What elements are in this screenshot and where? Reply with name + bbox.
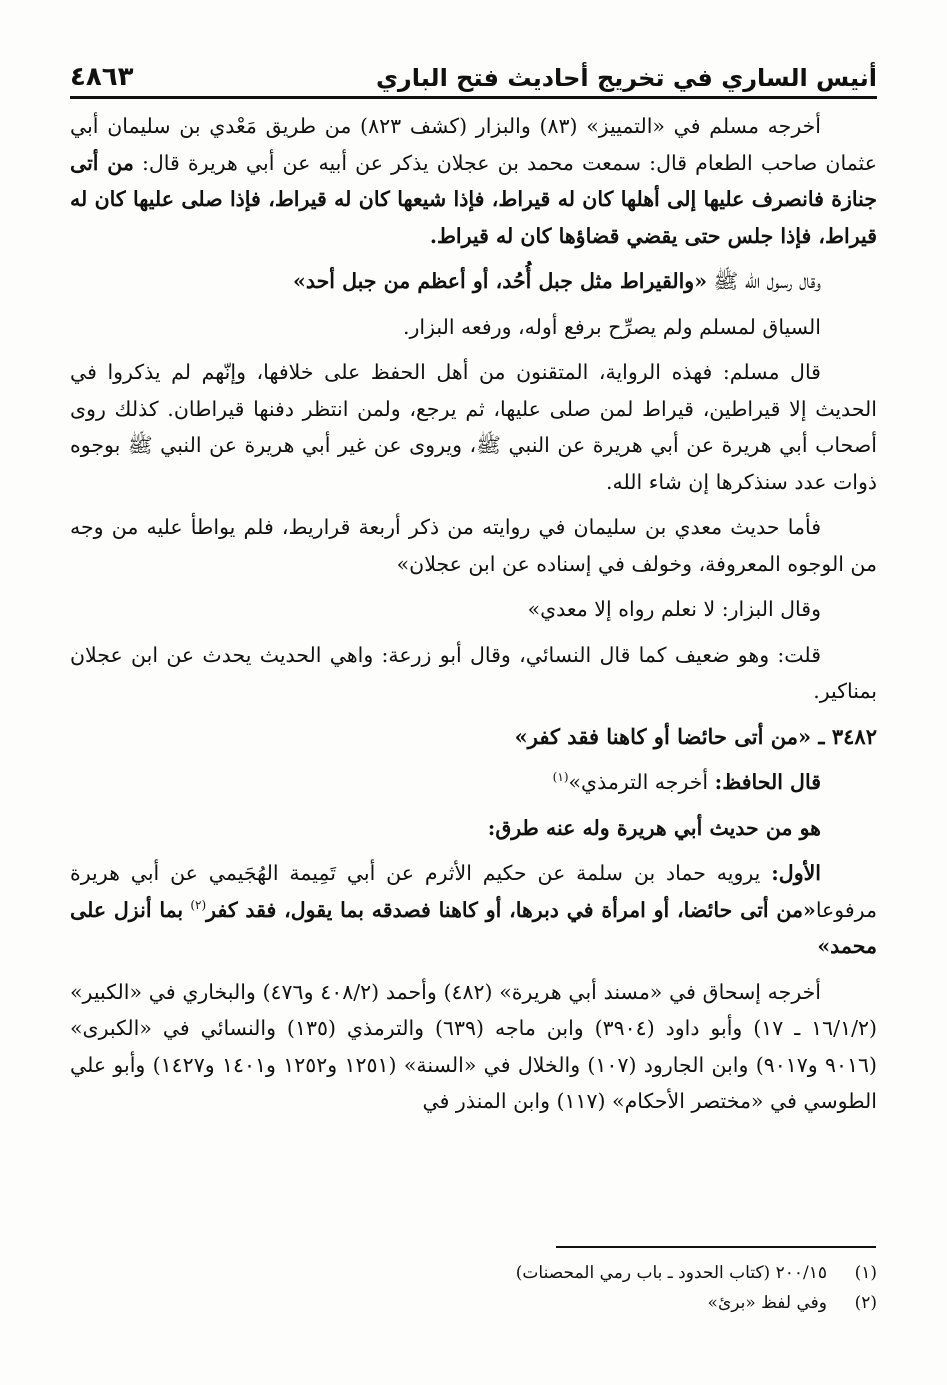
paragraph-text: يرويه حماد بن سلمة عن حكيم الأثرم عن أبي تَمِيمة الهُجَيمي عن أبي هريرة مرفوعا <box>70 861 877 922</box>
footnote-number: (٢) <box>854 1293 877 1313</box>
paragraph-text: أخرجه مسلم في «التمييز» (٨٣) والبزار (كشف ٨٢٣) من طريق مَعْدي بن سليمان أبي عثمان صاحب الطعام قال: سمعت محمد بن عجلان يذكر عن أبيه عن أبي هريرة قال: <box>70 114 877 175</box>
paragraph-text: وقال رسول الله ﷺ <box>713 269 821 293</box>
paragraph: أخرجه إسحاق في «مسند أبي هريرة» (٤٨٢) وأحمد (٤٠٨/٢ و٤٧٦) والبخاري في «الكبير» (١٦/١/٢ ـ ١٧) وأبو داود (٣٩٠٤) وابن ماجه (٦٣٩) والترمذي (١٣٥) والنسائي في «الكبرى» (٩٠١٦ و٩٠١٧) وابن الجارود (١٠٧) والخلال في «السنة» (١٢٥١ و١٢٥٢ و١٤٠١ و١٤٢٧) وأبو علي الطوسي في «مختصر الأحكام» (١١٧) وابن المنذر في <box>70 979 878 1113</box>
footnote <box>70 1258 877 1288</box>
route-label: الأول: <box>771 861 821 885</box>
paragraph: السياق لمسلم ولم يصرِّح برفع أوله، ورفعه البزار. <box>402 314 821 339</box>
speaker-label: قال الحافظ: <box>714 770 821 794</box>
paragraph <box>70 108 877 254</box>
paragraph-text: أخرجه الترمذي» <box>568 770 709 794</box>
paragraph: قال مسلم: فهذه الرواية، المتقنون من أهل الحفظ على خلافها، وإنّهم لم يذكروا في الحديث إلا قيراطين، قيراط لمن صلى عليها، ثم يرجع، ولمن انتظر دفنها قيراطان. كذلك روى أصحاب أبي هريرة عن أبي هريرة عن النبي ﷺ، ويروى عن غير أبي هريرة عن النبي ﷺ بوجوه ذوات عدد سنذكرها إن شاء الله. <box>70 360 877 494</box>
page-number: ٤٨٦٣ <box>70 62 134 92</box>
footnote-text: وفي لفظ «برئ» <box>707 1293 827 1313</box>
hadith-text: من أتى جنازة فانصرف عليها إلى أهلها كان له قيراط، فإذا شيعها كان له قيراط، فإذا صلى عليها كان له قيراط، فإذا جلس حتى يقضي قضاؤها كان له قيراط. <box>70 150 877 248</box>
paragraph <box>70 263 877 300</box>
footnote-text: ٢٠٠/١٥ (كتاب الحدود ـ باب رمي المحصنات) <box>515 1263 827 1283</box>
paragraph <box>70 855 877 965</box>
section-heading: هو من حديث أبي هريرة وله عنه طرق: <box>487 815 821 840</box>
paragraph: فأما حديث معدي بن سليمان في روايته من ذكر أربعة قراريط، فلم يواطأ عليه من وجه من الوجوه المعروفة، وخولف في إسناده عن ابن عجلان» <box>70 515 877 576</box>
page-header <box>70 46 877 99</box>
paragraph <box>70 764 877 801</box>
book-title: أنيس الساري في تخريج أحاديث فتح الباري <box>375 64 877 92</box>
paragraph: وقال البزار: لا نعلم رواه إلا معدي» <box>527 597 821 621</box>
paragraph: قلت: وهو ضعيف كما قال النسائي، وقال أبو زرعة: واهي الحديث يحدث عن ابن عجلان بمناكير. <box>70 642 877 703</box>
hadith-heading: ٣٤٨٢ ـ «من أتى حائضا أو كاهنا فقد كفر» <box>514 723 877 749</box>
main-text <box>70 108 877 1129</box>
footnotes <box>70 1258 877 1318</box>
hadith-text: «من أتى حائضا، أو امرأة في دبرها، أو كاهنا فصدقه بما يقول، فقد كفر <box>206 897 816 922</box>
hadith-text: بما أنزل على محمد» <box>70 897 877 958</box>
footnote-divider <box>556 1246 876 1248</box>
footnote <box>70 1288 877 1318</box>
footnote-ref[interactable]: (١) <box>552 770 569 785</box>
hadith-text: «والقيراط مثل جبل أُحُد، أو أعظم من جبل أحد» <box>293 269 708 293</box>
footnote-number: (١) <box>854 1263 877 1283</box>
footnote-ref[interactable]: (٢) <box>190 897 207 912</box>
